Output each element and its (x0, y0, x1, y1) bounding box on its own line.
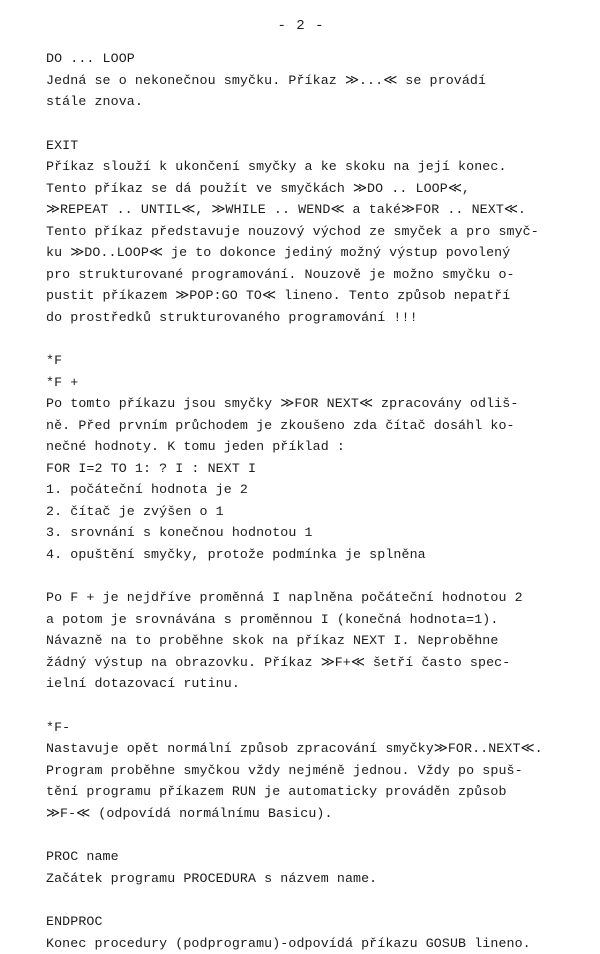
text-line: ně. Před prvním průchodem je zkoušeno zda čítač dosáhl ko- (46, 415, 586, 437)
list-item: 2. čítač je zvýšen o 1 (46, 501, 586, 523)
paragraph-gap (46, 565, 586, 587)
text-line: Konec procedury (podprogramu)-odpovídá příkazu GOSUB lineno. (46, 933, 586, 954)
text-line: pustit příkazem ≫POP:GO TO≪ lineno. Tento způsob nepatří (46, 285, 586, 307)
list-item: 4. opuštění smyčky, protože podmínka je splněna (46, 544, 586, 566)
section-heading: DO ... LOOP (46, 48, 586, 70)
text-line: stále znova. (46, 91, 586, 113)
section-f-plus (46, 350, 586, 565)
text-line: pro strukturované programování. Nouzově je možno smyčku o- (46, 264, 586, 286)
text-line: nečné hodnoty. K tomu jeden příklad : (46, 436, 586, 458)
text-line: Návazně na to proběhne skok na příkaz NEXT I. Neproběhne (46, 630, 586, 652)
text-line: žádný výstup na obrazovku. Příkaz ≫F+≪ šetří často spec- (46, 652, 586, 674)
section-heading: *F- (46, 717, 586, 739)
text-line: Po tomto příkazu jsou smyčky ≫FOR NEXT≪ zpracovány odliš- (46, 393, 586, 415)
section-heading: EXIT (46, 135, 586, 157)
section-heading: PROC name (46, 846, 586, 868)
text-line: tění programu příkazem RUN je automaticky prováděn způsob (46, 781, 586, 803)
text-line: Jedná se o nekonečnou smyčku. Příkaz ≫...≪ se provádí (46, 70, 586, 92)
paragraph-gap (46, 328, 586, 350)
text-line: a potom je srovnávána s proměnnou I (konečná hodnota=1). (46, 609, 586, 631)
paragraph-gap (46, 113, 586, 135)
paragraph-gap (46, 695, 586, 717)
paragraph-gap (46, 889, 586, 911)
text-line: ≫F-≪ (odpovídá normálnímu Basicu). (46, 803, 586, 825)
text-line: Tento příkaz se dá použít ve smyčkách ≫DO .. LOOP≪, (46, 178, 586, 200)
section-do-loop (46, 48, 586, 113)
text-line: Program proběhne smyčkou vždy nejméně jednou. Vždy po spuš- (46, 760, 586, 782)
page-number: - 2 - (1, 18, 600, 34)
document-body (46, 48, 586, 954)
text-line: ≫REPEAT .. UNTIL≪, ≫WHILE .. WEND≪ a také≫FOR .. NEXT≪. (46, 199, 586, 221)
section-proc (46, 846, 586, 889)
section-heading: ENDPROC (46, 911, 586, 933)
section-heading: *F + (46, 372, 586, 394)
code-example: FOR I=2 TO 1: ? I : NEXT I (46, 458, 586, 480)
text-line: Tento příkaz představuje nouzový východ ze smyček a pro smyč- (46, 221, 586, 243)
section-heading: *F (46, 350, 586, 372)
section-f-plus-explanation (46, 587, 586, 695)
text-line: ku ≫DO..LOOP≪ je to dokonce jediný možný výstup povolený (46, 242, 586, 264)
text-line: Začátek programu PROCEDURA s názvem name. (46, 868, 586, 890)
section-endproc (46, 911, 586, 954)
list-item: 3. srovnání s konečnou hodnotou 1 (46, 522, 586, 544)
section-f-minus (46, 717, 586, 825)
text-line: ielní dotazovací rutinu. (46, 673, 586, 695)
list-item: 1. počáteční hodnota je 2 (46, 479, 586, 501)
text-line: Příkaz slouží k ukončení smyčky a ke skoku na její konec. (46, 156, 586, 178)
text-line: Po F + je nejdříve proměnná I naplněna počáteční hodnotou 2 (46, 587, 586, 609)
section-exit (46, 135, 586, 329)
text-line: do prostředků strukturovaného programování !!! (46, 307, 586, 329)
text-line: Nastavuje opět normální způsob zpracování smyčky≫FOR..NEXT≪. (46, 738, 586, 760)
paragraph-gap (46, 824, 586, 846)
